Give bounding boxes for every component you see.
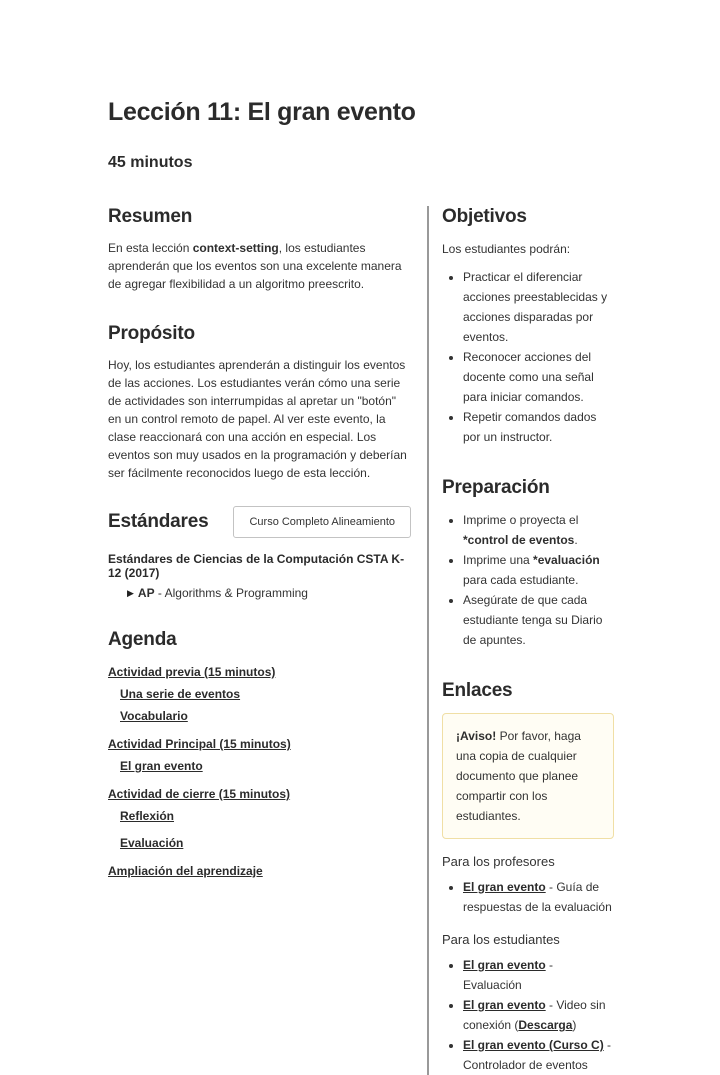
agenda-link-actividad-previa[interactable]: Actividad previa (15 minutos) xyxy=(108,665,276,679)
column-divider xyxy=(427,206,429,1075)
aviso-label: ¡Aviso! xyxy=(456,729,497,743)
agenda-link-reflexion[interactable]: Reflexión xyxy=(120,809,175,823)
strand-code: AP xyxy=(137,586,155,600)
page-title: Lección 11: El gran evento xyxy=(108,98,416,126)
left-column xyxy=(108,206,411,1075)
prep-text: Imprime o proyecta el xyxy=(463,513,579,527)
el-gran-evento-guia-link[interactable]: El gran evento xyxy=(463,880,546,894)
agenda-group xyxy=(108,787,411,850)
preparacion-heading: Preparación xyxy=(442,477,550,498)
estandares-header-row xyxy=(108,506,411,538)
prep-bold-ref: *control de eventos xyxy=(463,533,575,547)
right-column xyxy=(442,206,614,1075)
resource-desc: - Guía de respuestas de la evaluación xyxy=(463,880,612,914)
objetivos-list xyxy=(442,267,614,447)
standards-strand-toggle[interactable] xyxy=(108,586,411,600)
descarga-link[interactable]: Descarga xyxy=(518,1018,573,1032)
profesores-link-list xyxy=(442,877,614,917)
resource-desc: ) xyxy=(572,1018,577,1032)
objetivos-heading: Objetivos xyxy=(442,206,527,227)
resumen-text-pre: En esta lección xyxy=(108,241,193,255)
resource-link-item xyxy=(463,955,614,995)
page-content xyxy=(108,98,614,1075)
prep-bold-ref: *evaluación xyxy=(533,553,600,567)
section-agenda xyxy=(108,629,411,878)
estudiantes-label: Para los estudiantes xyxy=(442,932,560,947)
section-enlaces xyxy=(442,680,614,1075)
resumen-text xyxy=(108,239,411,293)
section-proposito xyxy=(108,323,411,482)
lesson-duration: 45 minutos xyxy=(108,154,193,171)
preparacion-list xyxy=(442,510,614,650)
preparacion-item xyxy=(463,510,614,550)
agenda-link-vocabulario[interactable]: Vocabulario xyxy=(120,709,188,723)
aviso-text: Por favor, haga una copia de cualquier documento que planee compartir con los estudiantes. xyxy=(456,729,581,823)
preparacion-item xyxy=(463,550,614,590)
el-gran-evento-video-link[interactable]: El gran evento xyxy=(463,998,546,1012)
el-gran-evento-curso-c-link[interactable]: El gran evento (Curso C) xyxy=(463,1038,604,1052)
strand-desc: - Algorithms & Programming xyxy=(154,586,308,600)
estandares-heading: Estándares xyxy=(108,511,209,532)
standards-framework-name: Estándares de Ciencias de la Computación CSTA K-12 (2017) xyxy=(108,552,405,580)
preparacion-item xyxy=(463,590,614,650)
objetivos-intro: Los estudiantes podrán: xyxy=(442,242,571,256)
profesores-label: Para los profesores xyxy=(442,854,555,869)
section-objetivos xyxy=(442,206,614,447)
resource-desc: - Controlador de eventos xyxy=(463,1038,612,1072)
section-estandares xyxy=(108,506,411,600)
agenda-link-una-serie-de-eventos[interactable]: Una serie de eventos xyxy=(120,687,241,701)
estudiantes-link-list xyxy=(442,955,614,1075)
proposito-heading: Propósito xyxy=(108,323,195,344)
agenda-link-ampliacion[interactable]: Ampliación del aprendizaje xyxy=(108,864,263,878)
objetivo-item: • Reconocer acciones del docente como una señal para iniciar comandos. xyxy=(463,347,614,407)
expand-triangle-icon: ▶ xyxy=(127,588,134,598)
resumen-text-bold: context-setting xyxy=(192,241,279,255)
prep-text: Asegúrate de que cada estudiante tenga su Diario de apuntes. xyxy=(463,593,603,647)
resource-link-item xyxy=(463,877,614,917)
agenda-link-el-gran-evento[interactable]: El gran evento xyxy=(120,759,203,773)
agenda-group xyxy=(108,737,411,773)
resource-desc: - Evaluación xyxy=(463,958,554,992)
resource-link-item xyxy=(463,1035,614,1075)
resumen-heading: Resumen xyxy=(108,206,193,227)
el-gran-evento-evaluacion-link[interactable]: El gran evento xyxy=(463,958,546,972)
agenda-group xyxy=(108,864,411,878)
agenda-link-actividad-principal[interactable]: Actividad Principal (15 minutos) xyxy=(108,737,291,751)
section-resumen xyxy=(108,206,411,293)
resumen-text-post: , los estudiantes aprenderán que los eventos son una excelente manera de agregar flexibilidad a un algoritmo preescrito. xyxy=(108,241,402,291)
prep-text: Imprime una xyxy=(463,553,534,567)
resource-desc: - Video sin conexión ( xyxy=(463,998,606,1032)
section-preparacion xyxy=(442,477,614,650)
proposito-text: Hoy, los estudiantes aprenderán a distinguir los eventos de las acciones. Los estudiantes verán cómo una serie de actividades son interrumpidas al apretar un "botón" en un control remoto de papel. Al ver este evento, la clase reaccionará con una acción en especial. Los eventos son muy usados en la programación y deberían ser fácilmente reconocidos luego de esta lección. xyxy=(108,358,407,480)
two-column-layout xyxy=(108,206,614,1075)
agenda-link-actividad-de-cierre[interactable]: Actividad de cierre (15 minutos) xyxy=(108,787,291,801)
objetivo-item: • Repetir comandos dados por un instructor. xyxy=(463,407,614,447)
prep-text: para cada estudiante. xyxy=(463,573,579,587)
agenda-link-evaluacion[interactable]: Evaluación xyxy=(120,836,184,850)
prep-text: . xyxy=(574,533,578,547)
full-course-alignment-button[interactable]: Curso Completo Alineamiento xyxy=(233,506,411,538)
aviso-notice-box xyxy=(442,713,614,839)
objetivo-item: • Practicar el diferenciar acciones preestablecidas y acciones disparadas por eventos. xyxy=(463,267,614,347)
agenda-group xyxy=(108,665,411,723)
resource-link-item xyxy=(463,995,614,1035)
enlaces-heading: Enlaces xyxy=(442,680,513,701)
agenda-heading: Agenda xyxy=(108,629,177,650)
